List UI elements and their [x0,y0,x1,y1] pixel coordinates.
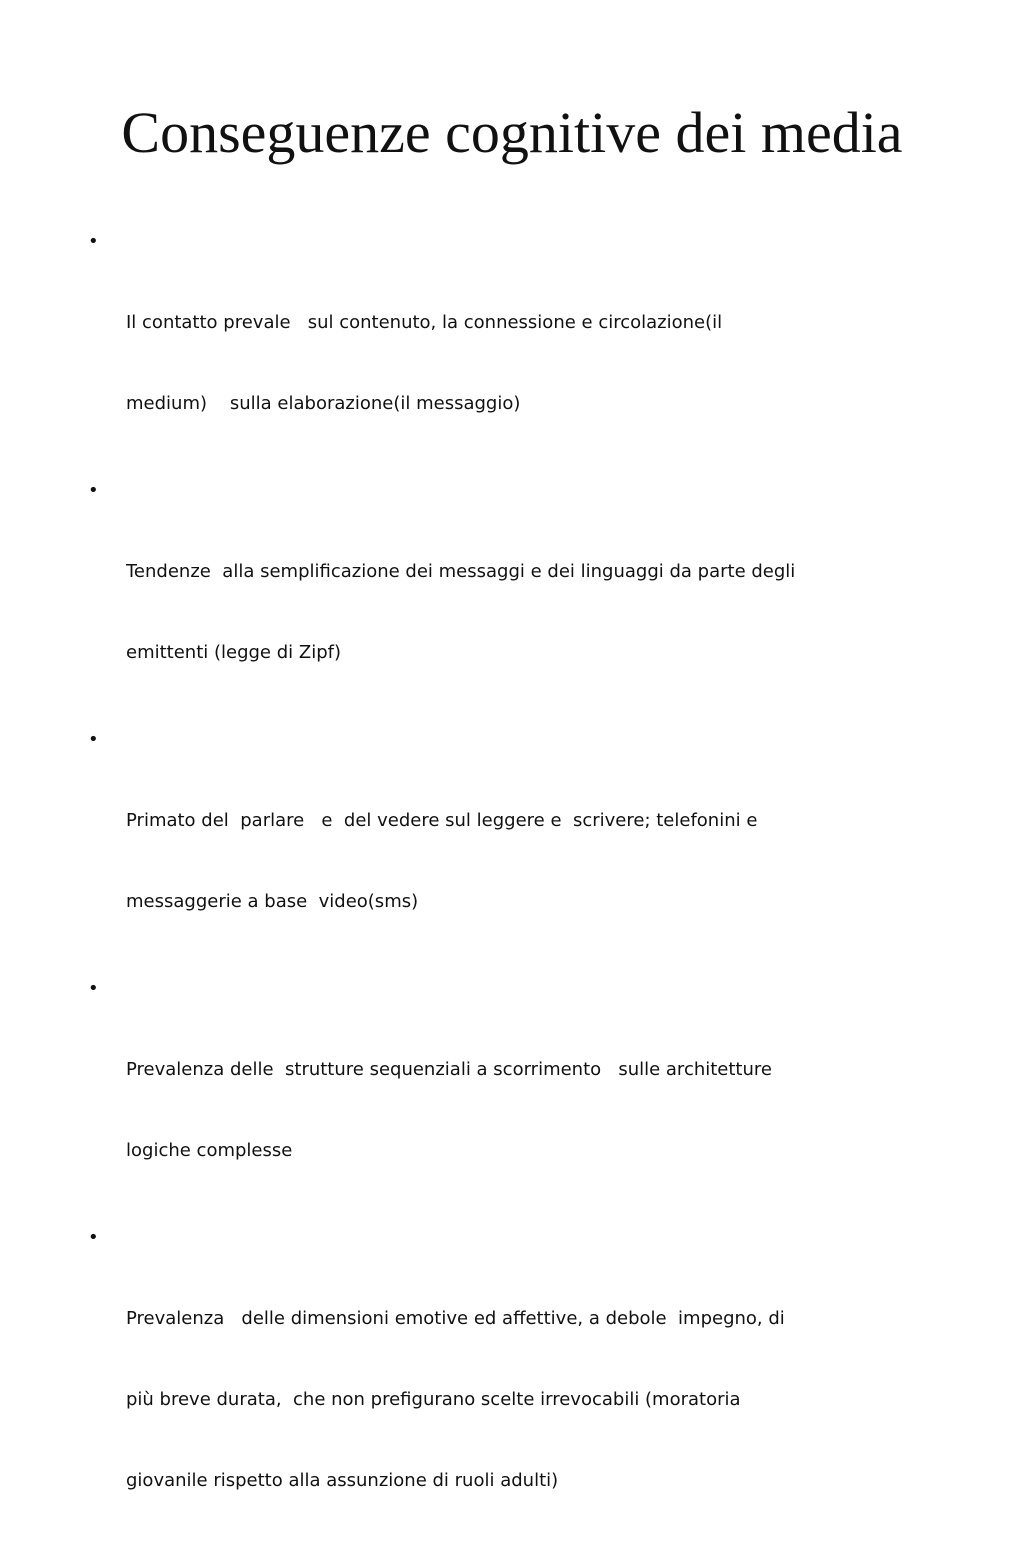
bullet-text-line: Prevalenza delle dimensioni emotive ed affettive, a debole impegno, di [126,1308,785,1329]
bullet-text-line: medium) sulla elaborazione(il messaggio) [126,393,521,414]
bullet-text-line: Tendenze alla semplificazione dei messaggi e dei linguaggi da parte degli [126,561,796,582]
bullet-text-line: Prevalenza delle strutture sequenziali a scorrimento sulle architetture [126,1059,772,1080]
slide-title: Conseguenze cognitive dei media [121,100,903,165]
bullet-text-line: Primato del parlare e del vedere sul leggere e scrivere; telefonini e [126,810,758,831]
bullet-text-line: messaggerie a base video(sms) [126,891,419,912]
bullet-icon: • [88,729,99,750]
bullet-item-4 [88,975,928,1218]
bullet-text-line: giovanile rispetto alla assunzione di ruoli adulti) [126,1470,559,1491]
bullet-item-3 [88,726,928,969]
bullet-item-1 [88,228,928,471]
bullet-text-line: logiche complesse [126,1140,293,1161]
bullet-text-line: Il contatto prevale sul contenuto, la connessione e circolazione(il [126,312,723,333]
bullet-item-2 [88,477,928,720]
bullet-icon: • [88,231,99,252]
bullet-list [88,228,928,1554]
bullet-text-line: più breve durata, che non prefigurano scelte irrevocabili (moratoria [126,1389,741,1410]
bullet-icon: • [88,480,99,501]
bullet-icon: • [88,1227,99,1248]
bullet-item-5 [88,1224,928,1548]
bullet-icon: • [88,978,99,999]
bullet-text-line: emittenti (legge di Zipf) [126,642,341,663]
